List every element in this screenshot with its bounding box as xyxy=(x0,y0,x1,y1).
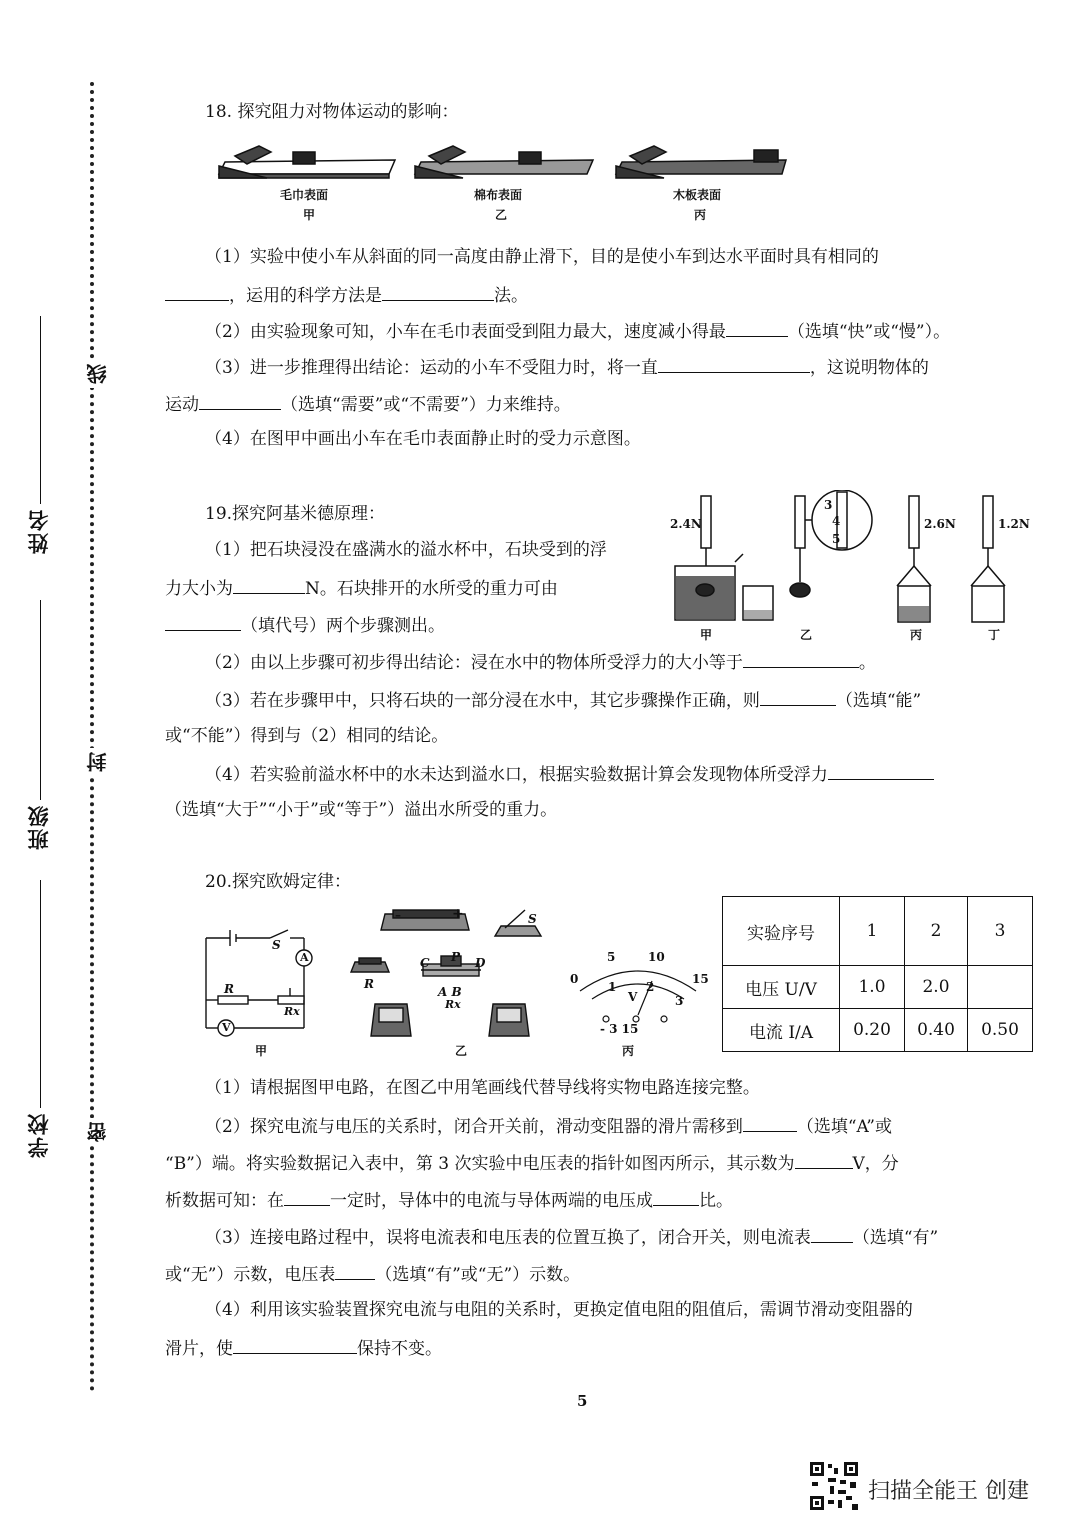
q19-p2: （2）由以上步骤可初步得出结论：浸在水中的物体所受浮力的大小等于 。 xyxy=(205,653,876,673)
blank-18-4[interactable] xyxy=(658,356,810,373)
q20-p2-line2: “B”）端。将实验数据记入表中，第 3 次实验中电压表的指针如图丙所示，其示数为 V，分 xyxy=(165,1154,899,1174)
cell-v1: 1.0 xyxy=(840,966,905,1009)
circuit-A: A xyxy=(300,951,309,964)
q20-p2-line3: 析数据可知：在 一定时，导体中的电流与导体两端的电压成 比。 xyxy=(165,1191,733,1211)
comp-S: S xyxy=(528,912,537,926)
binding-dotted-line xyxy=(90,82,94,1392)
comp-AB: A B xyxy=(438,985,462,999)
name-label: 姓名 xyxy=(26,508,51,554)
blank-20-5[interactable] xyxy=(811,1226,853,1243)
q19-p3-line1: （3）若在步骤甲中，只将石块的一部分浸在水中，其它步骤操作正确，则 （选填“能” xyxy=(205,691,922,711)
q18-title: 18. 探究阻力对物体运动的影响： xyxy=(205,102,459,122)
meter-15: 15 xyxy=(692,972,709,986)
seal-xian: 线 xyxy=(83,360,112,388)
circuit-diagram xyxy=(200,926,325,1046)
components-figure xyxy=(345,900,555,1048)
fig20-yi: 乙 xyxy=(455,1044,468,1058)
q18-p2: （2）由实验现象可知，小车在毛巾表面受到阻力最大，速度减小得最 （选填“快”或“慢”）。 xyxy=(205,322,951,342)
class-label: 班级 xyxy=(26,804,51,850)
cell-v3[interactable] xyxy=(968,966,1033,1009)
blank-20-1[interactable] xyxy=(743,1115,797,1132)
meter-terminals: - 3 15 xyxy=(600,1022,639,1036)
q18-figure-board xyxy=(612,136,802,226)
reading-ding: 1.2N xyxy=(998,517,1030,531)
surface-label-1: 毛巾表面 xyxy=(280,188,329,202)
th-3: 3 xyxy=(968,897,1033,966)
q19-p3-line2: 或“不能”）得到与（2）相同的结论。 xyxy=(165,726,449,746)
th-2: 2 xyxy=(905,897,968,966)
row-voltage-label: 电压 U/V xyxy=(723,966,840,1009)
scale-4: 4 xyxy=(832,514,841,528)
q18-p4: （4）在图甲中画出小车在毛巾表面静止时的受力示意图。 xyxy=(205,429,641,449)
reading-jia: 2.4N xyxy=(670,517,702,531)
th-index: 实验序号 xyxy=(723,897,840,966)
blank-20-6[interactable] xyxy=(335,1263,375,1280)
blank-19-3[interactable] xyxy=(743,651,859,668)
cell-i3: 0.50 xyxy=(968,1009,1033,1052)
scale-5: 5 xyxy=(832,532,841,546)
class-underline xyxy=(40,600,41,800)
th-1: 1 xyxy=(840,897,905,966)
q20-p4-line1: （4）利用该实验装置探究电流与电阻的关系时，更换定值电阻的阻值后，需调节滑动变阻器的 xyxy=(205,1300,913,1320)
q19-p1a: （1）把石块浸没在盛满水的溢水杯中，石块受到的浮 xyxy=(205,540,607,560)
comp-Rx: Rx xyxy=(445,998,461,1011)
blank-20-4[interactable] xyxy=(653,1189,699,1206)
q18-p3-line1: （3）进一步推理得出结论：运动的小车不受阻力时，将一直 ，这说明物体的 xyxy=(205,358,929,378)
q19-figure xyxy=(665,490,1040,650)
scale-3: 3 xyxy=(824,498,833,512)
table-row xyxy=(723,966,1033,1009)
meter-5: 5 xyxy=(607,950,616,964)
battery-plus: + xyxy=(452,906,464,922)
seal-feng: 封 xyxy=(83,748,112,776)
comp-P: P xyxy=(451,950,461,964)
comp-C: C xyxy=(420,956,430,970)
q19-p4-line2: （选填“大于”“小于”或“等于”）溢出水所受的重力。 xyxy=(165,800,558,820)
q20-title: 20.探究欧姆定律： xyxy=(205,872,352,892)
surface-label-3: 木板表面 xyxy=(673,188,722,202)
step-bing xyxy=(897,496,931,622)
cell-i2: 0.40 xyxy=(905,1009,968,1052)
q20-p1: （1）请根据图甲电路，在图乙中用笔画线代替导线将实物电路连接完整。 xyxy=(205,1078,760,1098)
comp-D: D xyxy=(475,956,486,970)
seal-mi: 密 xyxy=(83,1118,112,1146)
q18-p3-line2: 运动 （选填“需要”或“不需要”）力来维持。 xyxy=(165,395,571,415)
fig19-bing: 丙 xyxy=(910,628,923,642)
blank-20-3[interactable] xyxy=(284,1189,330,1206)
cell-v2: 2.0 xyxy=(905,966,968,1009)
blank-20-7[interactable] xyxy=(233,1337,357,1354)
q19-title: 19.探究阿基米德原理： xyxy=(205,504,386,524)
ramp-towel xyxy=(219,146,395,178)
qr-code-icon xyxy=(808,1460,860,1512)
battery-minus: – xyxy=(395,908,401,922)
q19-p1-line3: （填代号）两个步骤测出。 xyxy=(165,614,445,636)
blank-19-1[interactable] xyxy=(233,577,305,594)
table-row xyxy=(723,897,1033,966)
step-ding xyxy=(971,496,1005,622)
q18-p1-line2: ，运用的科学方法是 法。 xyxy=(165,284,528,306)
school-label: 学校 xyxy=(26,1112,51,1158)
name-underline xyxy=(40,316,41,504)
q20-p3-line1: （3）连接电路过程中，误将电流表和电压表的位置互换了，闭合开关，则电流表 （选填“有” xyxy=(205,1228,939,1248)
blank-19-2[interactable] xyxy=(165,614,241,631)
reading-bing: 2.6N xyxy=(924,517,956,531)
table-row xyxy=(723,1009,1033,1052)
fig19-ding: 丁 xyxy=(988,628,1001,642)
blank-18-5[interactable] xyxy=(199,393,281,410)
circuit-V: V xyxy=(222,1021,231,1034)
q19-p4-line1: （4）若实验前溢水杯中的水未达到溢水口，根据实验数据计算会发现物体所受浮力 xyxy=(205,763,934,785)
q20-p4-line2: 滑片，使 保持不变。 xyxy=(165,1339,442,1359)
q18-figure xyxy=(215,136,605,226)
fig20-bing: 丙 xyxy=(622,1044,635,1058)
fig19-jia: 甲 xyxy=(700,628,713,642)
step-jia xyxy=(675,496,773,620)
blank-19-4[interactable] xyxy=(760,689,836,706)
data-table xyxy=(722,896,1033,1052)
meter-0: 0 xyxy=(570,972,579,986)
row-current-label: 电流 I/A xyxy=(723,1009,840,1052)
q20-p3-line2: 或“无”）示数，电压表 （选填“有”或“无”）示数。 xyxy=(165,1265,581,1285)
page-number: 5 xyxy=(577,1392,588,1410)
meter-V: V xyxy=(628,990,638,1004)
fig20-jia: 甲 xyxy=(255,1044,268,1058)
fig-label-jia: 甲 xyxy=(303,208,316,222)
comp-R: R xyxy=(364,977,374,991)
surface-label-2: 棉布表面 xyxy=(474,188,523,202)
blank-18-3[interactable] xyxy=(726,320,788,337)
meter-2: 2 xyxy=(646,980,655,994)
fig-label-bing: 丙 xyxy=(694,208,707,222)
circuit-S: S xyxy=(272,938,281,952)
school-underline xyxy=(40,880,41,1108)
meter-3: 3 xyxy=(675,994,684,1008)
scanner-watermark: 扫描全能王 创建 xyxy=(868,1479,1029,1504)
blank-18-1[interactable] xyxy=(165,284,229,301)
circuit-Rx: Rx xyxy=(284,1005,300,1018)
circuit-R: R xyxy=(224,982,234,996)
ramp-cloth xyxy=(415,146,593,178)
blank-20-2[interactable] xyxy=(795,1152,853,1169)
meter-1: 1 xyxy=(608,980,617,994)
fig19-yi: 乙 xyxy=(800,628,813,642)
q18-p1a: （1）实验中使小车从斜面的同一高度由静止滑下，目的是使小车到达水平面时具有相同的 xyxy=(205,247,879,267)
q20-p2-line1: （2）探究电流与电压的关系时，闭合开关前，滑动变阻器的滑片需移到 （选填“A”或 xyxy=(205,1117,892,1137)
meter-10: 10 xyxy=(648,950,665,964)
blank-19-5[interactable] xyxy=(828,763,934,780)
fig-label-yi: 乙 xyxy=(495,208,508,222)
cell-i1: 0.20 xyxy=(840,1009,905,1052)
q19-p1-line2: 力大小为 N。石块排开的水所受的重力可由 xyxy=(165,579,558,599)
blank-18-2[interactable] xyxy=(382,284,494,301)
